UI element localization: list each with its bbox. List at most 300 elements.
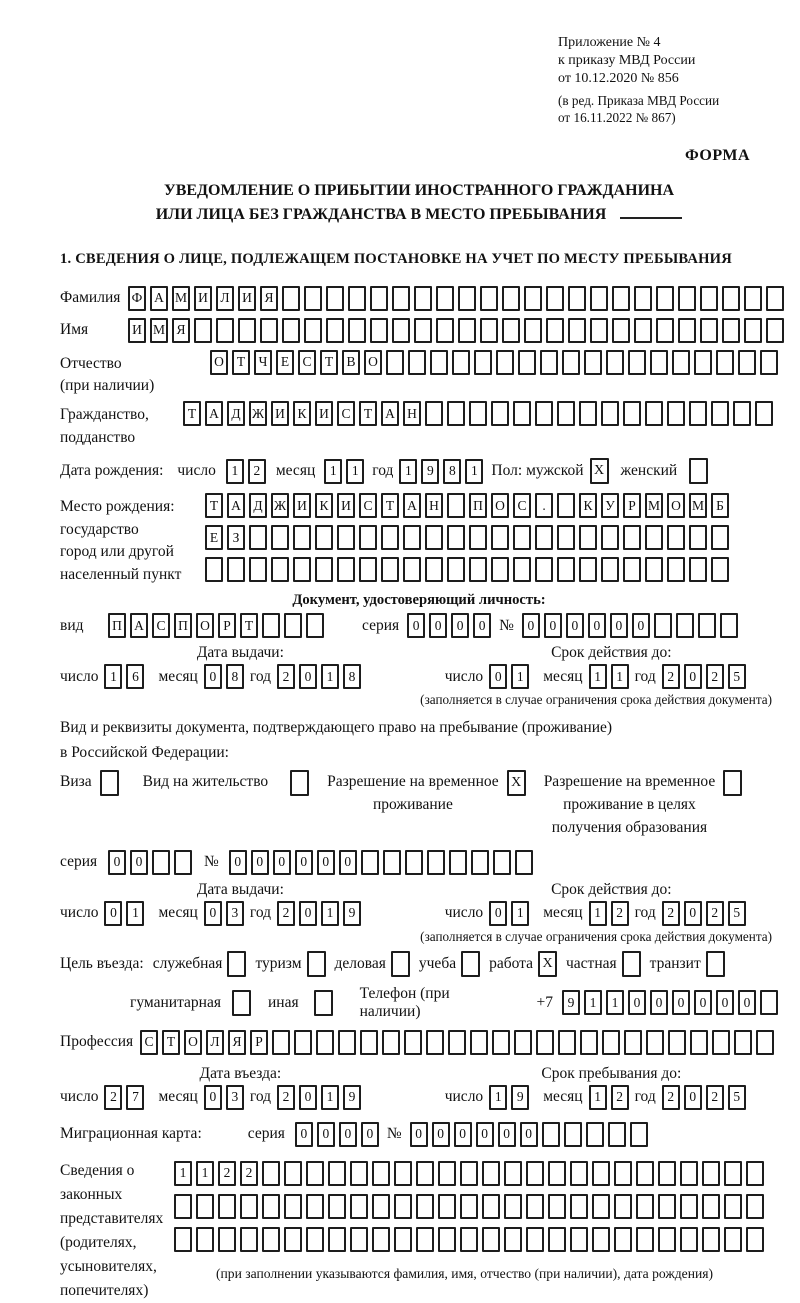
form-cell[interactable] <box>592 1161 610 1186</box>
form-cell[interactable]: 6 <box>126 664 144 689</box>
form-cell[interactable]: 0 <box>361 1122 379 1147</box>
form-cell[interactable]: 0 <box>451 613 469 638</box>
form-cell[interactable]: 2 <box>662 1085 680 1110</box>
form-cell[interactable]: Р <box>218 613 236 638</box>
form-cell[interactable] <box>370 286 388 311</box>
form-cell[interactable]: Л <box>206 1030 224 1055</box>
form-cell[interactable] <box>524 318 542 343</box>
form-cell[interactable] <box>370 318 388 343</box>
form-cell[interactable]: М <box>689 493 707 518</box>
form-cell[interactable] <box>744 318 762 343</box>
form-cell[interactable] <box>196 1227 214 1252</box>
form-cell[interactable]: 2 <box>104 1085 122 1110</box>
form-cell[interactable] <box>766 318 784 343</box>
form-cell[interactable] <box>579 557 597 582</box>
form-cell[interactable] <box>404 1030 422 1055</box>
form-cell[interactable] <box>262 1161 280 1186</box>
form-cell[interactable] <box>724 1161 742 1186</box>
form-cell[interactable]: М <box>150 318 168 343</box>
form-cell[interactable] <box>518 350 536 375</box>
form-cell[interactable] <box>216 318 234 343</box>
form-cell[interactable] <box>570 1161 588 1186</box>
form-cell[interactable] <box>240 1227 258 1252</box>
form-cell[interactable]: О <box>364 350 382 375</box>
form-cell[interactable]: Б <box>711 493 729 518</box>
form-cell[interactable] <box>656 318 674 343</box>
form-cell[interactable] <box>414 286 432 311</box>
form-cell[interactable] <box>381 525 399 550</box>
form-cell[interactable]: 0 <box>454 1122 472 1147</box>
form-cell[interactable] <box>658 1194 676 1219</box>
form-cell[interactable]: 0 <box>339 1122 357 1147</box>
form-cell[interactable] <box>326 318 344 343</box>
form-cell[interactable] <box>350 1227 368 1252</box>
form-cell[interactable]: 0 <box>295 850 313 875</box>
form-cell[interactable]: 1 <box>589 664 607 689</box>
form-cell[interactable] <box>460 1227 478 1252</box>
form-cell[interactable] <box>306 1161 324 1186</box>
form-cell[interactable] <box>678 286 696 311</box>
form-cell[interactable] <box>425 525 443 550</box>
form-cell[interactable]: Я <box>260 286 278 311</box>
form-cell[interactable] <box>711 401 729 426</box>
form-cell[interactable]: М <box>645 493 663 518</box>
form-cell[interactable]: 2 <box>611 901 629 926</box>
form-cell[interactable] <box>306 1227 324 1252</box>
form-cell[interactable] <box>271 557 289 582</box>
form-cell[interactable] <box>592 1227 610 1252</box>
form-cell[interactable] <box>480 318 498 343</box>
form-cell[interactable]: К <box>579 493 597 518</box>
form-cell[interactable]: О <box>196 613 214 638</box>
form-cell[interactable] <box>474 350 492 375</box>
form-cell[interactable] <box>694 350 712 375</box>
residence-permit-checkbox[interactable] <box>290 770 309 796</box>
form-cell[interactable] <box>558 1030 576 1055</box>
purpose-other-checkbox[interactable] <box>314 990 333 1016</box>
form-cell[interactable] <box>678 318 696 343</box>
form-cell[interactable] <box>447 401 465 426</box>
form-cell[interactable]: Е <box>276 350 294 375</box>
form-cell[interactable] <box>601 525 619 550</box>
form-cell[interactable]: 2 <box>662 664 680 689</box>
form-cell[interactable] <box>262 1194 280 1219</box>
form-cell[interactable] <box>372 1227 390 1252</box>
form-cell[interactable]: Я <box>228 1030 246 1055</box>
form-cell[interactable] <box>535 557 553 582</box>
temp-permit-checkbox[interactable]: X <box>507 770 526 796</box>
form-cell[interactable] <box>667 401 685 426</box>
form-cell[interactable]: 1 <box>321 664 339 689</box>
form-cell[interactable]: К <box>315 493 333 518</box>
form-cell[interactable] <box>372 1161 390 1186</box>
form-cell[interactable] <box>381 557 399 582</box>
form-cell[interactable] <box>733 401 751 426</box>
form-cell[interactable] <box>557 525 575 550</box>
form-cell[interactable] <box>562 350 580 375</box>
form-cell[interactable]: 1 <box>606 990 624 1015</box>
form-cell[interactable] <box>720 613 738 638</box>
form-cell[interactable] <box>548 1161 566 1186</box>
form-cell[interactable] <box>458 318 476 343</box>
form-cell[interactable] <box>416 1194 434 1219</box>
form-cell[interactable]: 8 <box>443 459 461 484</box>
form-cell[interactable]: 0 <box>544 613 562 638</box>
form-cell[interactable] <box>579 401 597 426</box>
form-cell[interactable] <box>526 1194 544 1219</box>
form-cell[interactable] <box>766 286 784 311</box>
form-cell[interactable] <box>174 1227 192 1252</box>
form-cell[interactable] <box>438 1161 456 1186</box>
form-cell[interactable]: 2 <box>277 1085 295 1110</box>
form-cell[interactable] <box>447 525 465 550</box>
form-cell[interactable] <box>526 1161 544 1186</box>
form-cell[interactable]: А <box>150 286 168 311</box>
form-cell[interactable] <box>557 493 575 518</box>
form-cell[interactable]: И <box>293 493 311 518</box>
form-cell[interactable] <box>405 850 423 875</box>
purpose-work-checkbox[interactable]: X <box>538 951 557 977</box>
form-cell[interactable]: 5 <box>728 664 746 689</box>
form-cell[interactable]: 0 <box>588 613 606 638</box>
form-cell[interactable] <box>590 318 608 343</box>
form-cell[interactable] <box>513 557 531 582</box>
form-cell[interactable] <box>436 286 454 311</box>
form-cell[interactable]: 1 <box>589 1085 607 1110</box>
form-cell[interactable] <box>414 318 432 343</box>
form-cell[interactable]: 2 <box>706 664 724 689</box>
form-cell[interactable] <box>174 1194 192 1219</box>
form-cell[interactable]: Ч <box>254 350 272 375</box>
form-cell[interactable] <box>612 286 630 311</box>
visa-checkbox[interactable] <box>100 770 119 796</box>
form-cell[interactable] <box>656 286 674 311</box>
form-cell[interactable]: Т <box>232 350 250 375</box>
form-cell[interactable] <box>542 1122 560 1147</box>
form-cell[interactable]: Е <box>205 525 223 550</box>
form-cell[interactable]: 9 <box>343 1085 361 1110</box>
form-cell[interactable]: 0 <box>295 1122 313 1147</box>
form-cell[interactable] <box>293 525 311 550</box>
form-cell[interactable] <box>658 1227 676 1252</box>
form-cell[interactable] <box>702 1161 720 1186</box>
form-cell[interactable] <box>722 318 740 343</box>
form-cell[interactable] <box>614 1194 632 1219</box>
form-cell[interactable]: 0 <box>317 850 335 875</box>
form-cell[interactable] <box>667 557 685 582</box>
form-cell[interactable] <box>630 1122 648 1147</box>
form-cell[interactable] <box>680 1227 698 1252</box>
form-cell[interactable]: М <box>172 286 190 311</box>
form-cell[interactable] <box>260 318 278 343</box>
form-cell[interactable]: 0 <box>299 1085 317 1110</box>
form-cell[interactable]: . <box>535 493 553 518</box>
form-cell[interactable]: 1 <box>465 459 483 484</box>
form-cell[interactable] <box>702 1227 720 1252</box>
form-cell[interactable]: 5 <box>728 1085 746 1110</box>
form-cell[interactable]: 0 <box>473 613 491 638</box>
form-cell[interactable]: 1 <box>126 901 144 926</box>
form-cell[interactable] <box>491 401 509 426</box>
form-cell[interactable] <box>326 286 344 311</box>
form-cell[interactable] <box>711 557 729 582</box>
form-cell[interactable] <box>702 1194 720 1219</box>
form-cell[interactable]: 0 <box>130 850 148 875</box>
form-cell[interactable] <box>426 1030 444 1055</box>
form-cell[interactable] <box>471 850 489 875</box>
form-cell[interactable]: Д <box>249 493 267 518</box>
form-cell[interactable]: Р <box>623 493 641 518</box>
form-cell[interactable]: 2 <box>218 1161 236 1186</box>
form-cell[interactable] <box>592 1194 610 1219</box>
form-cell[interactable] <box>430 350 448 375</box>
form-cell[interactable] <box>284 613 302 638</box>
form-cell[interactable] <box>746 1194 764 1219</box>
form-cell[interactable] <box>535 525 553 550</box>
form-cell[interactable] <box>540 350 558 375</box>
form-cell[interactable]: А <box>381 401 399 426</box>
form-cell[interactable] <box>634 286 652 311</box>
form-cell[interactable] <box>634 318 652 343</box>
form-cell[interactable] <box>282 318 300 343</box>
form-cell[interactable] <box>427 850 445 875</box>
form-cell[interactable] <box>306 1194 324 1219</box>
purpose-tourism-checkbox[interactable] <box>307 951 326 977</box>
form-cell[interactable] <box>425 557 443 582</box>
form-cell[interactable]: 0 <box>251 850 269 875</box>
form-cell[interactable]: 0 <box>489 901 507 926</box>
form-cell[interactable] <box>724 1227 742 1252</box>
form-cell[interactable]: 7 <box>126 1085 144 1110</box>
form-cell[interactable] <box>469 557 487 582</box>
form-cell[interactable] <box>372 1194 390 1219</box>
form-cell[interactable] <box>557 401 575 426</box>
form-cell[interactable] <box>645 525 663 550</box>
form-cell[interactable] <box>448 1030 466 1055</box>
form-cell[interactable] <box>306 613 324 638</box>
form-cell[interactable] <box>602 1030 620 1055</box>
form-cell[interactable] <box>205 557 223 582</box>
form-cell[interactable]: 0 <box>299 901 317 926</box>
form-cell[interactable] <box>469 525 487 550</box>
form-cell[interactable]: 0 <box>339 850 357 875</box>
form-cell[interactable] <box>689 557 707 582</box>
form-cell[interactable] <box>636 1194 654 1219</box>
form-cell[interactable]: 1 <box>226 459 244 484</box>
form-cell[interactable]: С <box>140 1030 158 1055</box>
form-cell[interactable] <box>606 350 624 375</box>
form-cell[interactable] <box>293 557 311 582</box>
form-cell[interactable] <box>338 1030 356 1055</box>
form-cell[interactable]: 1 <box>324 459 342 484</box>
form-cell[interactable] <box>218 1227 236 1252</box>
form-cell[interactable] <box>680 1194 698 1219</box>
form-cell[interactable] <box>624 1030 642 1055</box>
form-cell[interactable]: 1 <box>489 1085 507 1110</box>
form-cell[interactable]: 9 <box>562 990 580 1015</box>
form-cell[interactable]: И <box>238 286 256 311</box>
sex-male-checkbox[interactable]: X <box>590 458 609 484</box>
form-cell[interactable] <box>174 850 192 875</box>
form-cell[interactable] <box>724 1194 742 1219</box>
form-cell[interactable]: Л <box>216 286 234 311</box>
form-cell[interactable] <box>645 557 663 582</box>
form-cell[interactable]: П <box>108 613 126 638</box>
form-cell[interactable]: 0 <box>498 1122 516 1147</box>
form-cell[interactable] <box>738 350 756 375</box>
form-cell[interactable] <box>557 557 575 582</box>
form-cell[interactable] <box>262 613 280 638</box>
form-cell[interactable] <box>760 350 778 375</box>
form-cell[interactable]: 1 <box>589 901 607 926</box>
form-cell[interactable] <box>570 1227 588 1252</box>
form-cell[interactable]: 0 <box>108 850 126 875</box>
form-cell[interactable] <box>570 1194 588 1219</box>
form-cell[interactable] <box>744 286 762 311</box>
form-cell[interactable]: 9 <box>511 1085 529 1110</box>
form-cell[interactable]: А <box>130 613 148 638</box>
form-cell[interactable] <box>716 350 734 375</box>
form-cell[interactable] <box>348 318 366 343</box>
form-cell[interactable] <box>524 286 542 311</box>
form-cell[interactable]: 0 <box>738 990 756 1015</box>
form-cell[interactable] <box>734 1030 752 1055</box>
purpose-study-checkbox[interactable] <box>461 951 480 977</box>
form-cell[interactable]: И <box>194 286 212 311</box>
form-cell[interactable]: 2 <box>706 1085 724 1110</box>
form-cell[interactable] <box>315 557 333 582</box>
form-cell[interactable] <box>514 1030 532 1055</box>
form-cell[interactable]: 2 <box>240 1161 258 1186</box>
form-cell[interactable]: 0 <box>610 613 628 638</box>
form-cell[interactable]: 0 <box>694 990 712 1015</box>
form-cell[interactable] <box>746 1227 764 1252</box>
purpose-humanitarian-checkbox[interactable] <box>232 990 251 1016</box>
form-cell[interactable]: 0 <box>204 1085 222 1110</box>
form-cell[interactable]: 1 <box>174 1161 192 1186</box>
form-cell[interactable] <box>382 1030 400 1055</box>
form-cell[interactable] <box>491 557 509 582</box>
form-cell[interactable] <box>564 1122 582 1147</box>
form-cell[interactable] <box>469 401 487 426</box>
form-cell[interactable] <box>392 318 410 343</box>
form-cell[interactable] <box>712 1030 730 1055</box>
form-cell[interactable]: А <box>403 493 421 518</box>
form-cell[interactable] <box>447 493 465 518</box>
form-cell[interactable] <box>623 557 641 582</box>
form-cell[interactable] <box>548 1227 566 1252</box>
form-cell[interactable] <box>535 401 553 426</box>
form-cell[interactable]: И <box>337 493 355 518</box>
form-cell[interactable]: 0 <box>204 901 222 926</box>
form-cell[interactable]: О <box>184 1030 202 1055</box>
form-cell[interactable] <box>667 525 685 550</box>
form-cell[interactable]: 1 <box>584 990 602 1015</box>
form-cell[interactable]: 0 <box>489 664 507 689</box>
form-cell[interactable] <box>700 318 718 343</box>
form-cell[interactable] <box>601 557 619 582</box>
form-cell[interactable] <box>328 1194 346 1219</box>
form-cell[interactable] <box>359 525 377 550</box>
form-cell[interactable]: 0 <box>522 613 540 638</box>
form-cell[interactable]: 2 <box>277 901 295 926</box>
form-cell[interactable] <box>315 525 333 550</box>
form-cell[interactable] <box>711 525 729 550</box>
form-cell[interactable]: 0 <box>650 990 668 1015</box>
form-cell[interactable]: Т <box>381 493 399 518</box>
form-cell[interactable]: Ж <box>271 493 289 518</box>
form-cell[interactable] <box>496 350 514 375</box>
form-cell[interactable] <box>482 1227 500 1252</box>
form-cell[interactable]: 0 <box>429 613 447 638</box>
form-cell[interactable] <box>218 1194 236 1219</box>
form-cell[interactable] <box>196 1194 214 1219</box>
form-cell[interactable] <box>394 1227 412 1252</box>
form-cell[interactable] <box>502 286 520 311</box>
form-cell[interactable]: О <box>667 493 685 518</box>
form-cell[interactable] <box>672 350 690 375</box>
form-cell[interactable]: 2 <box>277 664 295 689</box>
form-cell[interactable]: Ж <box>249 401 267 426</box>
form-cell[interactable]: 0 <box>317 1122 335 1147</box>
form-cell[interactable]: 1 <box>104 664 122 689</box>
form-cell[interactable] <box>282 286 300 311</box>
form-cell[interactable] <box>546 286 564 311</box>
form-cell[interactable] <box>361 850 379 875</box>
form-cell[interactable] <box>249 557 267 582</box>
form-cell[interactable]: 5 <box>728 901 746 926</box>
form-cell[interactable]: 2 <box>248 459 266 484</box>
form-cell[interactable]: 2 <box>662 901 680 926</box>
form-cell[interactable]: О <box>210 350 228 375</box>
form-cell[interactable] <box>152 850 170 875</box>
form-cell[interactable] <box>386 350 404 375</box>
form-cell[interactable]: И <box>128 318 146 343</box>
form-cell[interactable]: 3 <box>226 1085 244 1110</box>
form-cell[interactable]: 1 <box>511 664 529 689</box>
form-cell[interactable]: 3 <box>226 901 244 926</box>
form-cell[interactable] <box>755 401 773 426</box>
form-cell[interactable] <box>513 525 531 550</box>
form-cell[interactable] <box>337 557 355 582</box>
form-cell[interactable] <box>194 318 212 343</box>
form-cell[interactable] <box>227 557 245 582</box>
form-cell[interactable] <box>394 1194 412 1219</box>
form-cell[interactable] <box>680 1161 698 1186</box>
form-cell[interactable] <box>447 557 465 582</box>
form-cell[interactable] <box>658 1161 676 1186</box>
form-cell[interactable] <box>480 286 498 311</box>
form-cell[interactable] <box>271 525 289 550</box>
form-cell[interactable]: Т <box>359 401 377 426</box>
form-cell[interactable] <box>304 286 322 311</box>
form-cell[interactable] <box>504 1227 522 1252</box>
form-cell[interactable]: Р <box>250 1030 268 1055</box>
form-cell[interactable]: 1 <box>321 1085 339 1110</box>
form-cell[interactable] <box>568 318 586 343</box>
form-cell[interactable] <box>504 1161 522 1186</box>
form-cell[interactable] <box>438 1194 456 1219</box>
form-cell[interactable] <box>238 318 256 343</box>
form-cell[interactable] <box>284 1227 302 1252</box>
form-cell[interactable]: 0 <box>672 990 690 1015</box>
purpose-private-checkbox[interactable] <box>622 951 641 977</box>
form-cell[interactable]: Т <box>205 493 223 518</box>
form-cell[interactable]: 1 <box>511 901 529 926</box>
form-cell[interactable]: 9 <box>343 901 361 926</box>
purpose-transit-checkbox[interactable] <box>706 951 725 977</box>
form-cell[interactable]: 8 <box>226 664 244 689</box>
